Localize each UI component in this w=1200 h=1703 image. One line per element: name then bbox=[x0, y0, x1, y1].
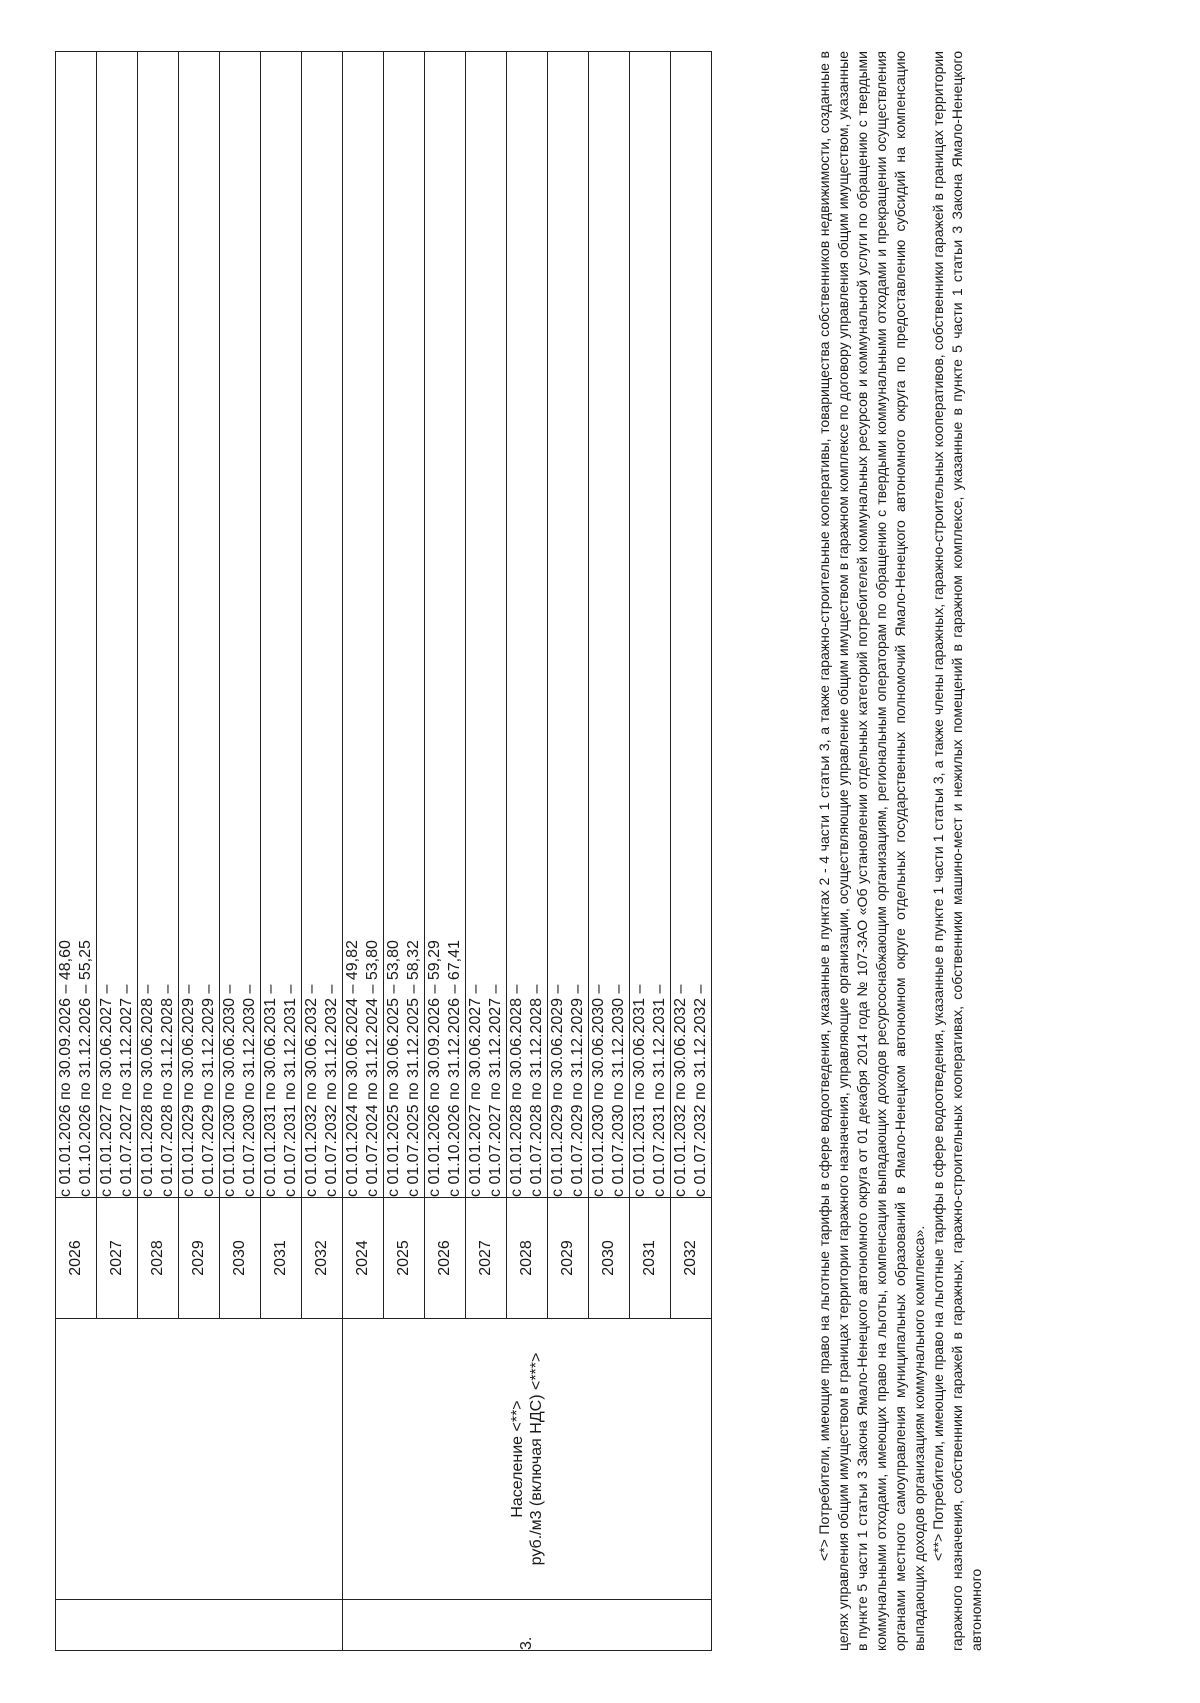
tariff-periods-cell bbox=[261, 52, 302, 1198]
year-cell: 2024 bbox=[343, 1198, 384, 1319]
footnotes bbox=[815, 51, 986, 1651]
tariff-periods-cell bbox=[97, 52, 138, 1198]
footnote-1: <*> Потребители, имеющие право на льготные тарифы в сфере водоотведения, указанные в пунктах 2 - 4 части 1 статьи 3, а также гаражно-строительные кооперативы, товарищества собственников недвижимости, созданные в целях управления общим имуществом в границах территории гаражного назначения, управляющие организации, осуществляющие управление общим имуществом в гаражном комплексе по договору управления общим имуществом, указанные в пункте 5 части 1 статьи 3 Закона Ямало-Ненецкого автономного округа от 01 декабря 2014 года № 107-ЗАО «Об установлении отдельных категорий потребителей коммунальных ресурсов и коммунальной услуги по обращению с твердыми коммунальными отходами, имеющих право на льготы, компенсации выпадающих доходов ресурсоснабжающим организациям, региональным операторам по обращению с твердыми коммунальными отходами и прекращении осуществления органами местного самоуправления муниципальных образований в Ямало-Ненецком автономном округе отдельных государственных полномочий Ямало-Ненецкого автономного округа по предоставлению субсидий на компенсацию выпадающих доходов организациям коммунального комплекса». bbox=[816, 51, 927, 1651]
tariff-periods-cell bbox=[507, 52, 548, 1198]
year-cell: 2025 bbox=[384, 1198, 425, 1319]
tariff-periods-cell bbox=[302, 52, 343, 1198]
tariff-period: с 01.01.2029 по 30.06.2029 – bbox=[180, 984, 197, 1197]
tariff-period: с 01.01.2026 по 30.09.2026 – 48,60 bbox=[57, 940, 74, 1197]
consumer-cell bbox=[343, 1319, 712, 1600]
tariff-period: с 01.01.2027 по 30.06.2027 – bbox=[467, 984, 484, 1197]
year-cell: 2029 bbox=[548, 1198, 589, 1319]
tariff-period: с 01.07.2025 по 31.12.2025 – 58,32 bbox=[405, 940, 422, 1197]
tariff-periods-cell bbox=[220, 52, 261, 1198]
year-cell: 2026 bbox=[425, 1198, 466, 1319]
tariff-period: с 01.07.2028 по 31.12.2028 – bbox=[528, 984, 545, 1197]
tariff-period: с 01.07.2032 по 31.12.2032 – bbox=[323, 984, 340, 1197]
year-cell: 2030 bbox=[589, 1198, 630, 1319]
tariff-period: с 01.10.2026 по 31.12.2026 – 55,25 bbox=[77, 940, 94, 1197]
row-number-cell: 3. bbox=[343, 1600, 712, 1651]
tariff-period: с 01.01.2031 по 30.06.2031 – bbox=[631, 984, 648, 1197]
year-cell: 2031 bbox=[630, 1198, 671, 1319]
consumer-name: Население <**> bbox=[508, 1400, 526, 1518]
tariff-periods-cell bbox=[56, 52, 97, 1198]
tariff-period: с 01.07.2024 по 31.12.2024 – 53,80 bbox=[364, 940, 381, 1197]
year-cell: 2026 bbox=[56, 1198, 97, 1319]
year-cell: 2032 bbox=[671, 1198, 712, 1319]
year-cell: 2032 bbox=[302, 1198, 343, 1319]
tariff-period: с 01.07.2027 по 31.12.2027 – bbox=[487, 984, 504, 1197]
table-row bbox=[56, 52, 97, 1651]
row-number-cell bbox=[56, 1600, 343, 1651]
year-cell: 2028 bbox=[507, 1198, 548, 1319]
tariff-period: с 01.07.2032 по 31.12.2032 – bbox=[692, 984, 709, 1197]
tariff-period: с 01.01.2032 по 30.06.2032 – bbox=[303, 984, 320, 1197]
tariff-period: с 01.01.2028 по 30.06.2028 – bbox=[139, 984, 156, 1197]
tariff-period: с 01.01.2031 по 30.06.2031 – bbox=[262, 984, 279, 1197]
year-cell: 2030 bbox=[220, 1198, 261, 1319]
tariff-period: с 01.01.2026 по 30.09.2026 – 59,29 bbox=[426, 940, 443, 1197]
tariff-periods-cell bbox=[138, 52, 179, 1198]
tariff-periods-cell bbox=[384, 52, 425, 1198]
tariff-periods-cell bbox=[466, 52, 507, 1198]
tariff-periods-cell bbox=[589, 52, 630, 1198]
tariff-periods-cell bbox=[343, 52, 384, 1198]
tariff-period: с 01.01.2029 по 30.06.2029 – bbox=[549, 984, 566, 1197]
tariff-periods-cell bbox=[548, 52, 589, 1198]
tariff-period: с 01.01.2025 по 30.06.2025 – 53,80 bbox=[385, 940, 402, 1197]
rotated-page bbox=[55, 51, 1145, 1651]
tariff-period: с 01.07.2029 по 31.12.2029 – bbox=[569, 984, 586, 1197]
tariff-period: с 01.10.2026 по 31.12.2026 – 67,41 bbox=[446, 940, 463, 1197]
consumer-unit: руб./м3 (включая НДС) <***> bbox=[528, 1352, 545, 1566]
tariff-period: с 01.07.2029 по 31.12.2029 – bbox=[200, 984, 217, 1197]
consumer-cell bbox=[56, 1319, 343, 1600]
tariff-period: с 01.07.2030 по 31.12.2030 – bbox=[610, 984, 627, 1197]
tariff-periods-cell bbox=[671, 52, 712, 1198]
tariff-table bbox=[55, 51, 712, 1651]
tariff-period: с 01.07.2030 по 31.12.2030 – bbox=[241, 984, 258, 1197]
tariff-periods-cell bbox=[179, 52, 220, 1198]
tariff-period: с 01.01.2030 по 30.06.2030 – bbox=[221, 984, 238, 1197]
year-cell: 2028 bbox=[138, 1198, 179, 1319]
tariff-period: с 01.01.2032 по 30.06.2032 – bbox=[672, 984, 689, 1197]
tariff-periods-cell bbox=[630, 52, 671, 1198]
tariff-period: с 01.07.2031 по 31.12.2031 – bbox=[651, 984, 668, 1197]
tariff-period: с 01.01.2030 по 30.06.2030 – bbox=[590, 984, 607, 1197]
tariff-period: с 01.01.2024 по 30.06.2024 – 49,82 bbox=[344, 940, 361, 1197]
tariff-period: с 01.07.2027 по 31.12.2027 – bbox=[118, 984, 135, 1197]
tariff-period: с 01.01.2027 по 30.06.2027 – bbox=[98, 984, 115, 1197]
year-cell: 2027 bbox=[466, 1198, 507, 1319]
tariff-period: с 01.01.2028 по 30.06.2028 – bbox=[508, 984, 525, 1197]
footnote-2: <**> Потребители, имеющие право на льготные тарифы в сфере водоотведения, указанные в пункте 1 части 1 статьи 3, а также члены гаражных, гаражно-строительных кооперативов, собственники гаражей в границах территории гаражного назначения, собственники гаражей в гаражных, гаражно-строительных кооперативах, собственники машино-мест и нежилых помещений в гаражном комплексе, указанные в пункте 5 части 1 статьи 3 Закона Ямало-Ненецкого автономного bbox=[930, 51, 984, 1651]
table-row bbox=[343, 52, 384, 1651]
tariff-periods-cell bbox=[425, 52, 466, 1198]
tariff-period: с 01.07.2031 по 31.12.2031 – bbox=[282, 984, 299, 1197]
year-cell: 2027 bbox=[97, 1198, 138, 1319]
year-cell: 2029 bbox=[179, 1198, 220, 1319]
tariff-period: с 01.07.2028 по 31.12.2028 – bbox=[159, 984, 176, 1197]
year-cell: 2031 bbox=[261, 1198, 302, 1319]
